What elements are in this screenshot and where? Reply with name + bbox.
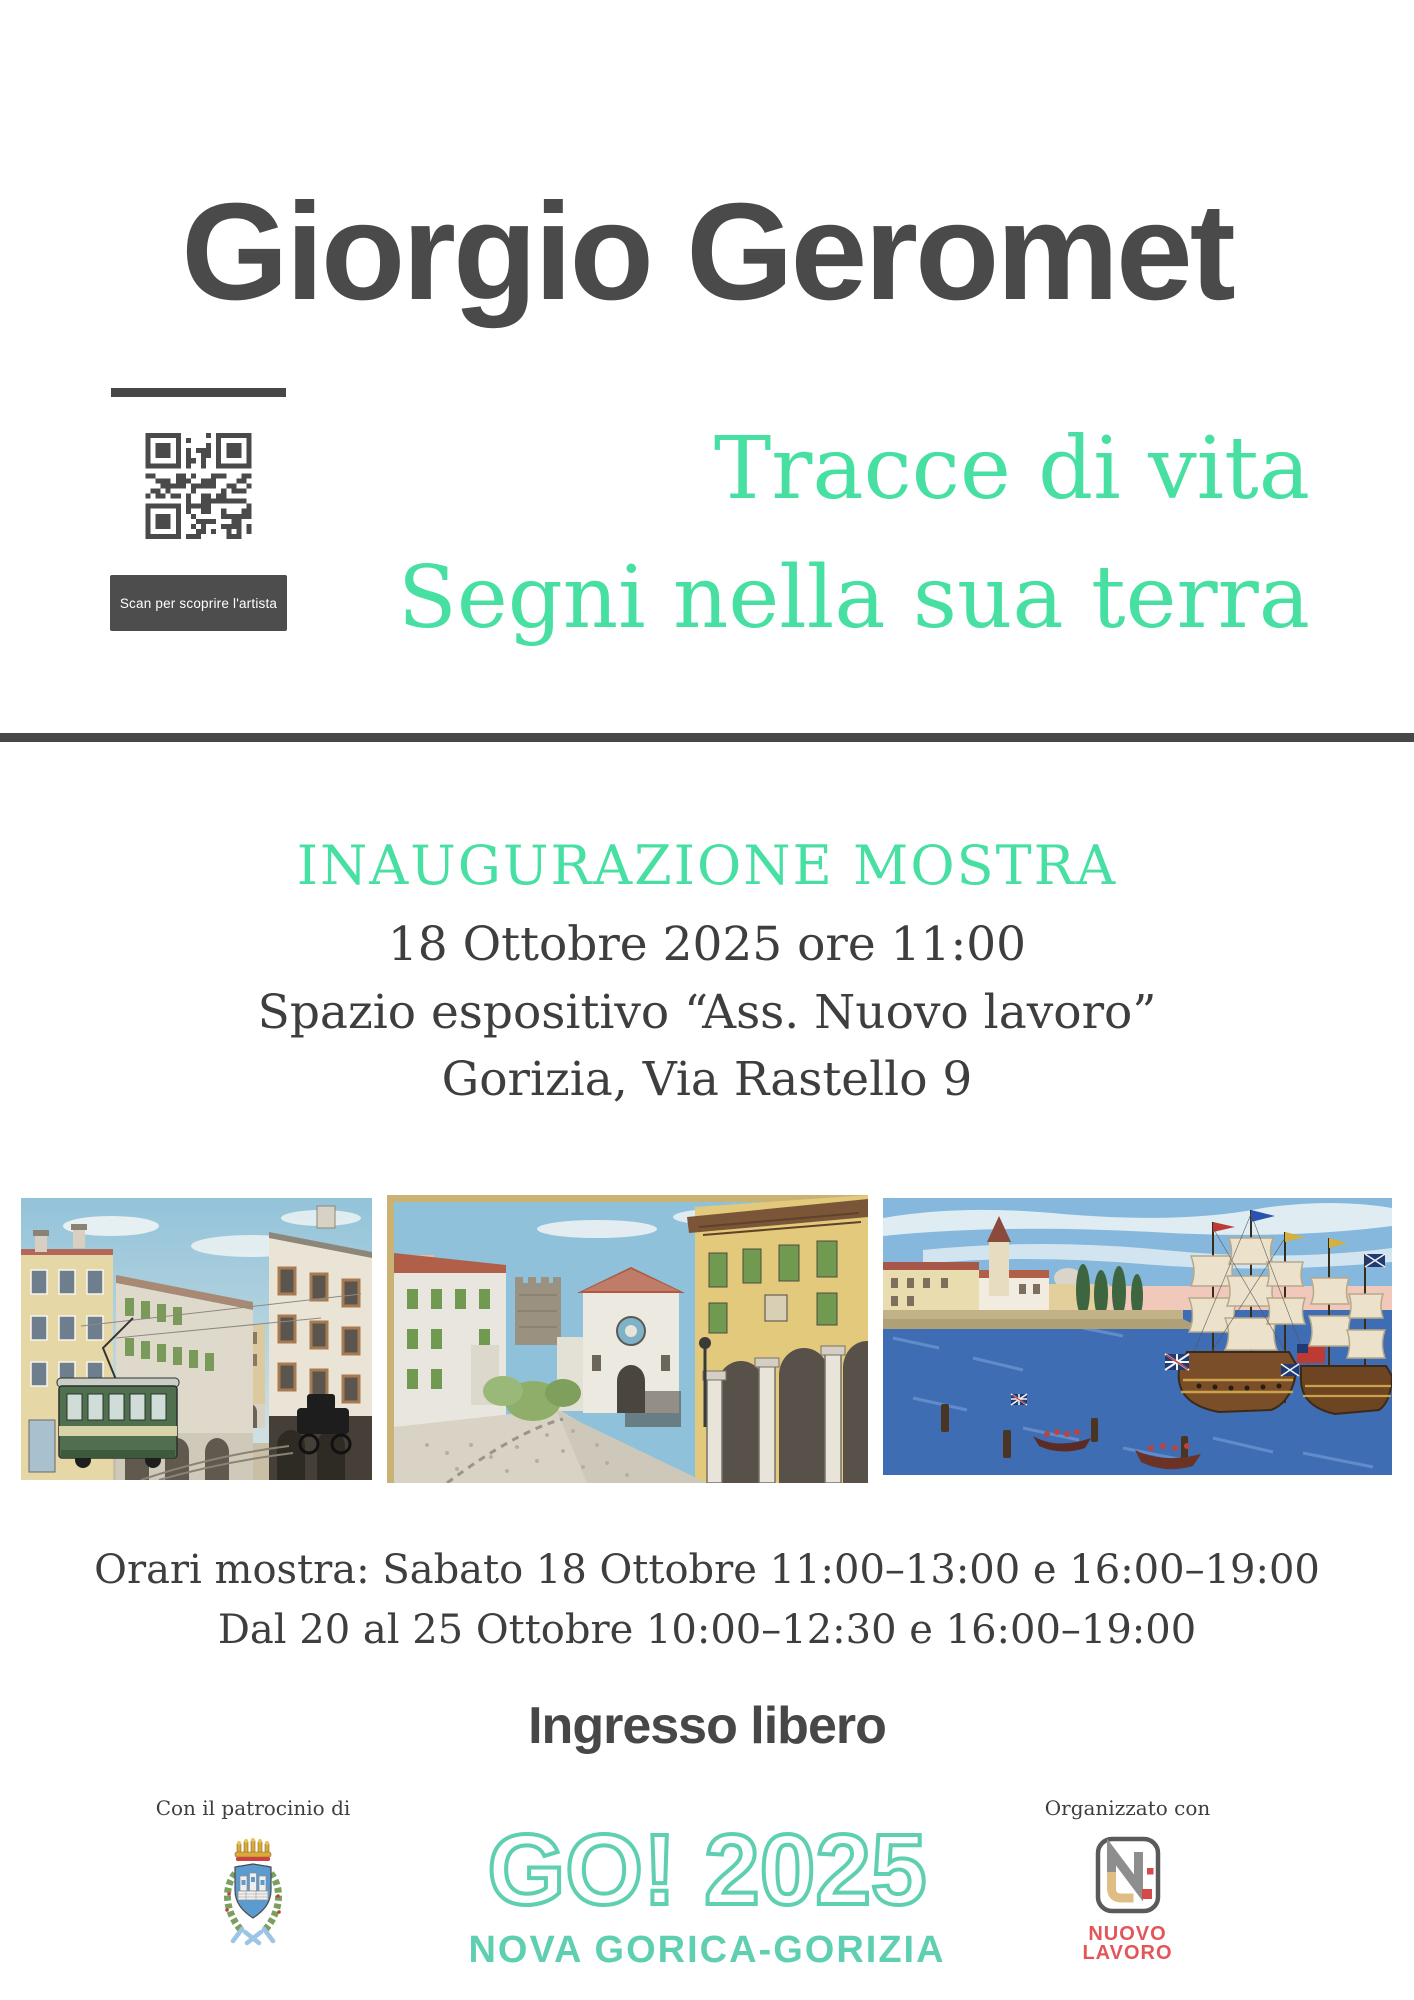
subtitle-line-1: Tracce di vita xyxy=(713,419,1310,519)
subtitle-line-2: Segni nella sua terra xyxy=(397,548,1310,648)
artist-name-title: Giorgio Geromet xyxy=(181,175,1233,329)
painting-town-square-tram xyxy=(21,1198,372,1480)
event-address: Gorizia, Via Rastello 9 xyxy=(441,1051,973,1107)
patronage-block xyxy=(123,1796,383,1954)
qr-code-icon xyxy=(145,433,252,539)
event-info-block xyxy=(0,836,1414,1113)
svg-text:GO! 2025: GO! 2025 xyxy=(487,1824,927,1916)
exhibition-subtitle xyxy=(398,405,1310,663)
gorizia-coat-of-arms xyxy=(212,1836,294,1949)
qr-caption: Scan per scoprire l'artista xyxy=(110,575,287,631)
paintings-row xyxy=(21,1195,1393,1483)
nuovo-lavoro-logo-icon xyxy=(1095,1836,1161,1914)
hours-line-1: Orari mostra: Sabato 18 Ottobre 11:00–13:00 e 16:00–19:00 xyxy=(94,1547,1320,1593)
event-venue: Spazio espositivo “Ass. Nuovo lavoro” xyxy=(257,984,1157,1040)
opening-hours xyxy=(0,1540,1414,1660)
go2025-subtitle: NOVA GORICA-GORIZIA xyxy=(468,1929,946,1971)
painting-harbor-ships xyxy=(883,1198,1392,1475)
event-datetime: 18 Ottobre 2025 ore 11:00 xyxy=(387,917,1027,973)
section-divider xyxy=(0,733,1414,742)
organizer-label: Organizzato con xyxy=(1044,1796,1211,1820)
go2025-wordmark xyxy=(462,1824,952,1916)
nuovo-word: NUOVO xyxy=(1088,1923,1167,1945)
nuovo-lavoro-wordmark xyxy=(1020,1925,1235,1963)
organizer-block xyxy=(1020,1796,1235,1963)
qr-divider-rule xyxy=(111,388,286,397)
hours-line-2: Dal 20 al 25 Ottobre 10:00–12:30 e 16:00–19:00 xyxy=(217,1607,1197,1653)
go2025-logo xyxy=(437,1824,977,1972)
admission-note: Ingresso libero xyxy=(528,1697,886,1755)
painting-church-street xyxy=(387,1195,868,1483)
event-heading: INAUGURAZIONE MOSTRA xyxy=(296,834,1118,897)
lavoro-word: LAVORO xyxy=(1082,1942,1173,1964)
patronage-label: Con il patrocinio di xyxy=(155,1796,351,1820)
